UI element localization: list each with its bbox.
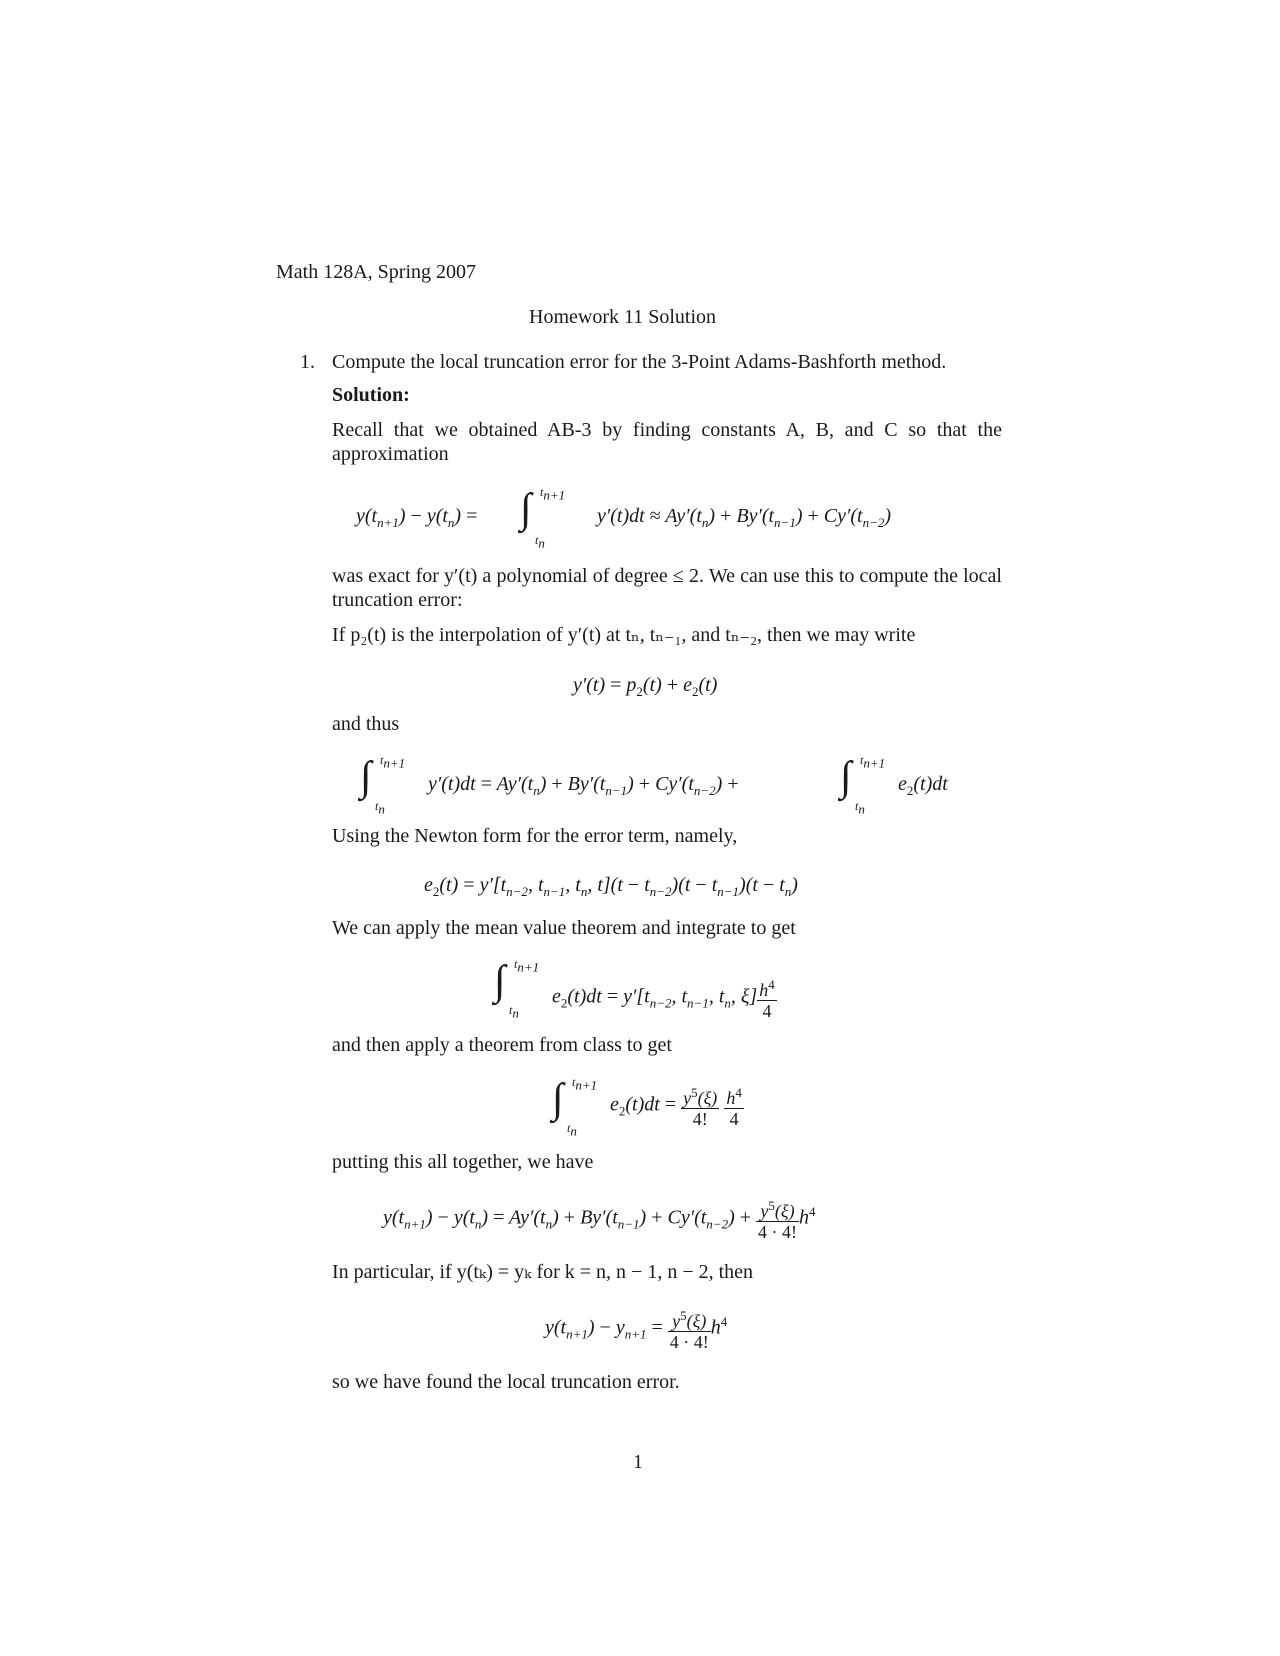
problem-statement: Compute the local truncation error for the 3-Point Adams-Bashforth method. xyxy=(332,351,947,373)
page-number: 1 xyxy=(633,1451,643,1473)
page-title: Homework 11 Solution xyxy=(529,306,717,328)
problem-number: 1. xyxy=(300,351,315,373)
paragraph-exact: was exact for y′(t) a polynomial of degree ≤ 2. We can use this to compute the local truncation error: xyxy=(332,565,1002,611)
solution-label: Solution: xyxy=(332,384,410,406)
paragraph-particular: In particular, if y(tₖ) = yₖ for k = n, n − 1, n − 2, then xyxy=(332,1261,754,1283)
paragraph-theorem: and then apply a theorem from class to get xyxy=(332,1034,672,1056)
paragraph-recall: Recall that we obtained AB-3 by finding constants A, B, and C so that the approximation xyxy=(332,419,1002,465)
paragraph-newton: Using the Newton form for the error term, namely, xyxy=(332,825,738,847)
paragraph-together: putting this all together, we have xyxy=(332,1151,594,1173)
paragraph-and-thus: and thus xyxy=(332,713,400,735)
paragraph-conclusion: so we have found the local truncation error. xyxy=(332,1371,680,1393)
paragraph-interpolation: If p₂(t) is the interpolation of y′(t) at tₙ, tₙ₋₁, and tₙ₋₂, then we may write xyxy=(332,624,916,646)
course-header: Math 128A, Spring 2007 xyxy=(276,261,476,283)
paragraph-mvt: We can apply the mean value theorem and integrate to get xyxy=(332,917,796,939)
